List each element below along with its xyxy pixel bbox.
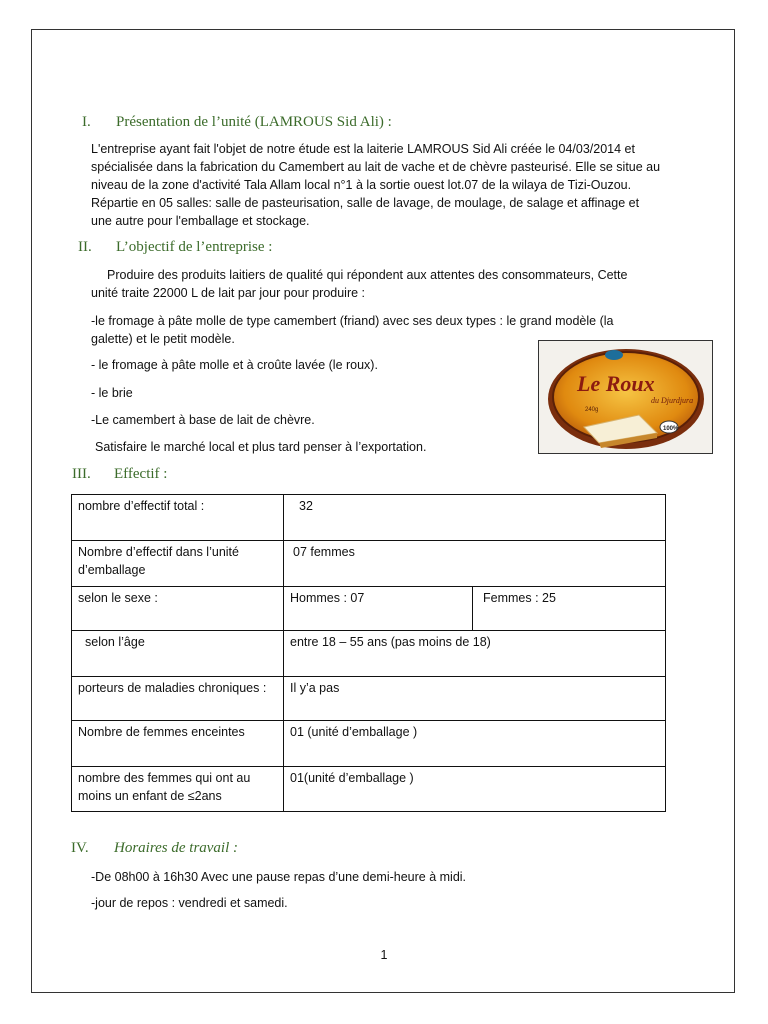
section-title: Effectif :: [114, 466, 168, 482]
table-row: [72, 541, 666, 587]
intro-line: une autre pour l'emballage et stockage.: [91, 214, 310, 228]
table-cell-value: 01 (unité d’emballage ): [284, 721, 666, 767]
section-title: Présentation de l’unité (LAMROUS Sid Ali) :: [116, 114, 392, 130]
objectif-item-line: -le fromage à pâte molle de type camembert (friand) avec ses deux types : le grand modèle (la: [91, 314, 614, 328]
objectif-item: -Le camembert à base de lait de chèvre.: [91, 413, 315, 427]
table-cell-value: 32: [284, 495, 666, 541]
objectif-item: - le fromage à pâte molle et à croûte lavée (le roux).: [91, 358, 378, 372]
horaires-line: -jour de repos : vendredi et samedi.: [91, 896, 288, 910]
objectif-para-line: Produire des produits laitiers de qualité qui répondent aux attentes des consommateurs, Cette: [107, 268, 628, 282]
table-row: [72, 721, 666, 767]
table-cell-label: nombre d’effectif total :: [72, 495, 284, 541]
table-row: [72, 677, 666, 721]
table-cell-value: entre 18 – 55 ans (pas moins de 18): [284, 631, 666, 677]
table-row: [72, 767, 666, 812]
section-heading-1: [82, 114, 392, 131]
table-cell-label: selon l’âge: [72, 631, 284, 677]
table-cell-femmes: Femmes : 25: [473, 587, 666, 631]
horaires-line: -De 08h00 à 16h30 Avec une pause repas d’une demi-heure à midi.: [91, 870, 467, 884]
section-number: I.: [82, 114, 91, 130]
product-photo: [538, 340, 713, 454]
table-cell-value: 07 femmes: [284, 541, 666, 587]
effectif-table: [71, 494, 666, 812]
section-number: II.: [78, 239, 92, 255]
table-row: [72, 587, 666, 631]
table-row: [72, 631, 666, 677]
table-cell-value: Il y’a pas: [284, 677, 666, 721]
section-title: Horaires de travail :: [114, 840, 239, 856]
table-cell-label: nombre des femmes qui ont au moins un enfant de ≤2ans: [72, 767, 284, 812]
section-heading-4: [71, 840, 238, 857]
objectif-para-line: unité traite 22000 L de lait par jour pour produire :: [91, 286, 366, 300]
section-number: III.: [72, 466, 91, 482]
cheese-box-image: [539, 341, 712, 453]
brand-text: Le Roux: [577, 371, 655, 396]
intro-line: Répartie en 05 salles: salle de pasteurisation, salle de lavage, de moulage, de salage et affinage et: [91, 196, 640, 210]
page-number: 1: [380, 948, 388, 962]
intro-line: L'entreprise ayant fait l'objet de notre étude est la laiterie LAMROUS Sid Ali créée le 04/03/2014 et: [91, 142, 635, 156]
weight-label: 240g: [585, 407, 599, 413]
objectif-item: - le brie: [91, 386, 133, 400]
section-title: L’objectif de l’entreprise :: [116, 239, 273, 255]
intro-line: spécialisée dans la fabrication du Camembert au lait de vache et de chèvre pasteurisé. Elle se situe au: [91, 160, 661, 174]
objectif-item-line: galette) et le petit modèle.: [91, 332, 235, 346]
table-cell-value: 01(unité d’emballage ): [284, 767, 666, 812]
section-heading-2: [78, 239, 272, 256]
section-number: IV.: [71, 840, 89, 856]
table-cell-label: selon le sexe :: [72, 587, 284, 631]
badge-label: 100%: [663, 426, 679, 432]
intro-line: niveau de la zone d'activité Tala Allam local n°1 à la sortie ouest lot.07 de la wilaya de Tizi-Ouzou.: [91, 178, 632, 192]
table-cell-label: Nombre d’effectif dans l’unité d’emballage: [72, 541, 284, 587]
table-cell-label: porteurs de maladies chroniques :: [72, 677, 284, 721]
table-cell-label: Nombre de femmes enceintes: [72, 721, 284, 767]
table-row: [72, 495, 666, 541]
table-cell-hommes: Hommes : 07: [284, 587, 473, 631]
brand-subtitle: du Djurdjura: [651, 396, 694, 405]
section-heading-3: [72, 466, 167, 483]
objectif-closing: Satisfaire le marché local et plus tard penser à l’exportation.: [95, 440, 427, 454]
